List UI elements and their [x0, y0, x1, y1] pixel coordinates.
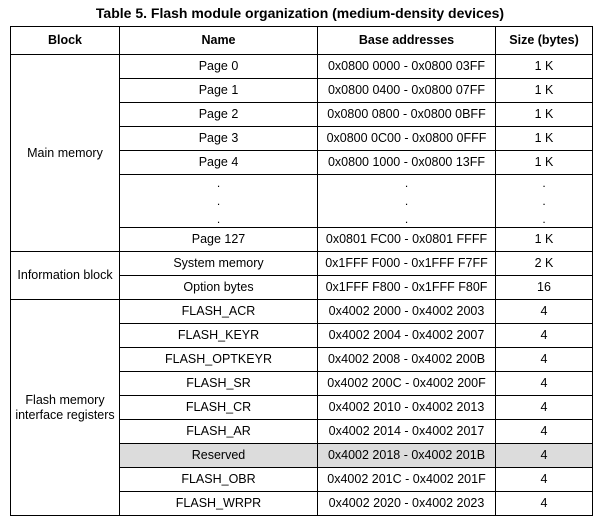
ellipsis-dot: . [542, 176, 546, 190]
ellipsis-dot: . [216, 194, 221, 208]
cell-address: 0x4002 2004 - 0x4002 2007 [318, 324, 496, 348]
cell-size: 1 K [496, 103, 593, 127]
block-main-memory: Main memory [11, 55, 120, 252]
cell-size: 4 [496, 324, 593, 348]
cell-address: 0x1FFF F000 - 0x1FFF F7FF [318, 252, 496, 276]
cell-address: 0x0800 0400 - 0x0800 07FF [318, 79, 496, 103]
cell-size: 4 [496, 468, 593, 492]
ellipsis-dot: . [404, 176, 409, 190]
cell-address: 0x1FFF F800 - 0x1FFF F80F [318, 276, 496, 300]
header-base-addresses: Base addresses [318, 27, 496, 55]
cell-name: FLASH_KEYR [120, 324, 318, 348]
cell-address: 0x4002 2008 - 0x4002 200B [318, 348, 496, 372]
ellipsis-dot: . [542, 212, 546, 226]
cell-name: Page 2 [120, 103, 318, 127]
cell-name: Page 3 [120, 127, 318, 151]
cell-address: 0x4002 2018 - 0x4002 201B [318, 444, 496, 468]
cell-address: 0x0800 0800 - 0x0800 0BFF [318, 103, 496, 127]
cell-name: Page 1 [120, 79, 318, 103]
ellipsis-name [120, 175, 318, 228]
cell-size: 4 [496, 300, 593, 324]
cell-name: FLASH_OBR [120, 468, 318, 492]
cell-size: 1 K [496, 151, 593, 175]
cell-size: 1 K [496, 79, 593, 103]
cell-address: 0x4002 2020 - 0x4002 2023 [318, 492, 496, 516]
cell-name: FLASH_AR [120, 420, 318, 444]
cell-name: FLASH_ACR [120, 300, 318, 324]
flash-organization-table [10, 26, 593, 516]
cell-size: 4 [496, 396, 593, 420]
block-information: Information block [11, 252, 120, 300]
header-block: Block [11, 27, 120, 55]
cell-size: 16 [496, 276, 593, 300]
cell-address: 0x0800 0000 - 0x0800 03FF [318, 55, 496, 79]
cell-address: 0x4002 201C - 0x4002 201F [318, 468, 496, 492]
table-row [11, 252, 593, 276]
cell-address: 0x4002 200C - 0x4002 200F [318, 372, 496, 396]
cell-name: Option bytes [120, 276, 318, 300]
table-header-row [11, 27, 593, 55]
header-name: Name [120, 27, 318, 55]
cell-size: 4 [496, 348, 593, 372]
ellipsis-dot: . [404, 212, 409, 226]
cell-name: FLASH_OPTKEYR [120, 348, 318, 372]
table-row [11, 300, 593, 324]
block-flash-interface-registers: Flash memory interface registers [11, 300, 120, 516]
cell-name: FLASH_WRPR [120, 492, 318, 516]
cell-size: 1 K [496, 228, 593, 252]
header-size: Size (bytes) [496, 27, 593, 55]
cell-name: FLASH_CR [120, 396, 318, 420]
cell-size: 1 K [496, 55, 593, 79]
table-caption: Table 5. Flash module organization (medium-density devices) [95, 5, 505, 21]
table-row [11, 55, 593, 79]
ellipsis-dot: . [216, 176, 221, 190]
cell-address: 0x0800 1000 - 0x0800 13FF [318, 151, 496, 175]
cell-size: 4 [496, 444, 593, 468]
ellipsis-dot: . [404, 194, 409, 208]
ellipsis-dot: . [542, 194, 546, 208]
cell-name: System memory [120, 252, 318, 276]
cell-address: 0x4002 2014 - 0x4002 2017 [318, 420, 496, 444]
ellipsis-dot: . [216, 212, 221, 226]
ellipsis-size [496, 175, 593, 228]
cell-size: 2 K [496, 252, 593, 276]
cell-address: 0x0801 FC00 - 0x0801 FFFF [318, 228, 496, 252]
cell-name: Reserved [120, 444, 318, 468]
cell-name: FLASH_SR [120, 372, 318, 396]
cell-name: Page 4 [120, 151, 318, 175]
cell-size: 1 K [496, 127, 593, 151]
cell-name: Page 0 [120, 55, 318, 79]
cell-name: Page 127 [120, 228, 318, 252]
cell-size: 4 [496, 492, 593, 516]
cell-size: 4 [496, 372, 593, 396]
cell-address: 0x0800 0C00 - 0x0800 0FFF [318, 127, 496, 151]
ellipsis-address [318, 175, 496, 228]
cell-address: 0x4002 2010 - 0x4002 2013 [318, 396, 496, 420]
cell-address: 0x4002 2000 - 0x4002 2003 [318, 300, 496, 324]
cell-size: 4 [496, 420, 593, 444]
